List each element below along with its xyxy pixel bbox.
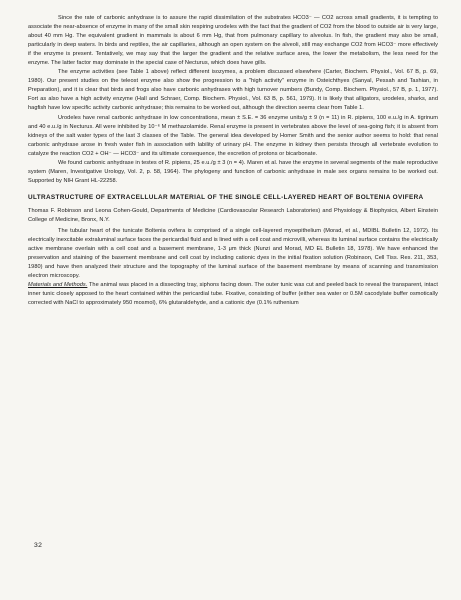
methods-text: The animal was placed in a dissecting tray, siphons facing down. The outer tunic was cut and peeled back to reveal the transparent, intact inner tunic closely apposed to the heart contained within the pericardial tube. Fixative, consisting of buffer (either sea water or 0.5M cacodylate buffer osmotically corrected with NaCl to approximately 950 mosmol), 6% glutaraldehyde, and a cationic dye (0.1% ruthenium (28, 282, 438, 307)
paragraph-methods (28, 281, 438, 308)
author-affiliation: Thomas F. Robinson and Leona Cohen-Gould, Departments of Medicine (Cardiovascular Research Laboratories) and Physiology & Biophysics, Albert Einstein College of Medicine, Bronx, N.Y. (28, 207, 438, 223)
paragraph-gradient: Since the rate of carbonic anhydrase is to assure the rapid dissimilation of the substrates HCO3⁻ — CO2 across small gradients, it is tempting to associate the near-absence of enzyme in many of the small skin respiring urodeles with the fact that the gradient of CO2 from the blood to outside air is very large, about 40 mm Hg. The equivalent gradient in mammals is about 6 mm Hg, that from pulmonary capillary to alveolus. In fish, the gradient may also be small, particularly in deep waters. In birds and reptiles, the air capillaries, although an open system on the alveoli, still may exchange CO2 from HCO3⁻ more effectively if the enzyme is present. Tentatively, we may say that the larger the gradient and the relative surface area, the lower the metabolism, the less need for the enzyme. The latter factor may dominate in the special case of Necturus, which does have gills. (28, 15, 438, 67)
body-text (28, 14, 438, 308)
paragraph-isozymes: The enzyme activities (see Table 1 above) reflect different isozymes, a problem discussed elsewhere (Carter, Biochem. Physiol., Vol. 67 B, p. 69, 1980). Our present studies on the teleost enzyme also show the progression to a "high activity" enzyme in Osteichthyes (Sanyal, Pessah and Tashian, in Preparation), and it is clear that birds and frogs also have carbonic anhydrases with high turnover numbers (Bundy, Comp. Biochem. Physiol., 57 B, p. 1, 1977). Fort as also have a high activity enzyme (Hall and Schraer, Comp. Biochem. Physiol., Vol. 63 B, p. 561, 1979). It is likely that alligators, urodeles, sharks, and hagfish have low specific activity carbonic anhydrase; this remains to be worked out, although the direction seems clear from Table 1. (28, 69, 438, 112)
page-number: 32 (34, 542, 43, 549)
paragraph-renal: Urodeles have renal carbonic anhydrase in low concentrations, mean ± S.E. = 36 enzyme units/g ± 9 (n = 11) in R. pipiens, 100 e.u./g in A. tigrinum and 40 e.u./g in Necturus. All were inhibited by 10⁻⁶ M methazolamide. Renal enzyme is present in vertebrates above the level of sea-going fish; it is absent from kidneys of the salt water types of the last 3 classes of the Table. The general idea developed by Homer Smith and the senior author seems to hold: that renal carbonic anhydrase arose in fresh water fish in association with lability of urinary pH. The enzyme in kidney then persists through all vertebrate evolution to catalyze the reaction CO2 + OH⁻ — HCO3⁻ and its ultimate consequence, the excretion of protons or bicarbonate. (28, 114, 438, 157)
methods-heading: Materials and Methods. (28, 282, 88, 289)
section-gap (28, 186, 438, 191)
paragraph-heart: The tubular heart of the tunicate Boltenia ovifera is comprised of a single cell-layered myoepithelium (Morad, et al., MDIBL Bulletin 12, 1972). Its electrically inexcitable extraluminal surface faces the pericardial fluid and is lined with a cell coat and microvilli, whereas its luminal surface contains the electrically active membrane overlain with a cell coat and a basement membrane, 1-3 μm thick (Nunzi and Morad, MD EL Bulletin 18, 1978). We have enhanced the preservation and staining of the basement membrane and cell coat by including cationic dyes in the initial fixation solution (Robinson, Cell Tiss. Res. 211, 353, 1980) and have then analyzed their structure and the topography of the luminal surface of the basement membrane by means of scanning and transmission electron microscopy. (28, 228, 438, 280)
paragraph-testes: We found carbonic anhydrase in testes of R. pipiens, 25 e.u./g ± 3 (n = 4). Maren et al. have the enzyme in several segments of the male reproductive system (Maren, Investigative Urology, Vol. 2, p. 58, 1964). The phylogeny and function of carbonic anhydrase in male sex organs remains to be worked out. Supported by NIH Grant HL-22258. (28, 159, 438, 184)
section-title: ULTRASTRUCTURE OF EXTRACELLULAR MATERIAL OF THE SINGLE CELL-LAYERED HEART OF BOLTENIA OVIFERA (28, 193, 424, 201)
